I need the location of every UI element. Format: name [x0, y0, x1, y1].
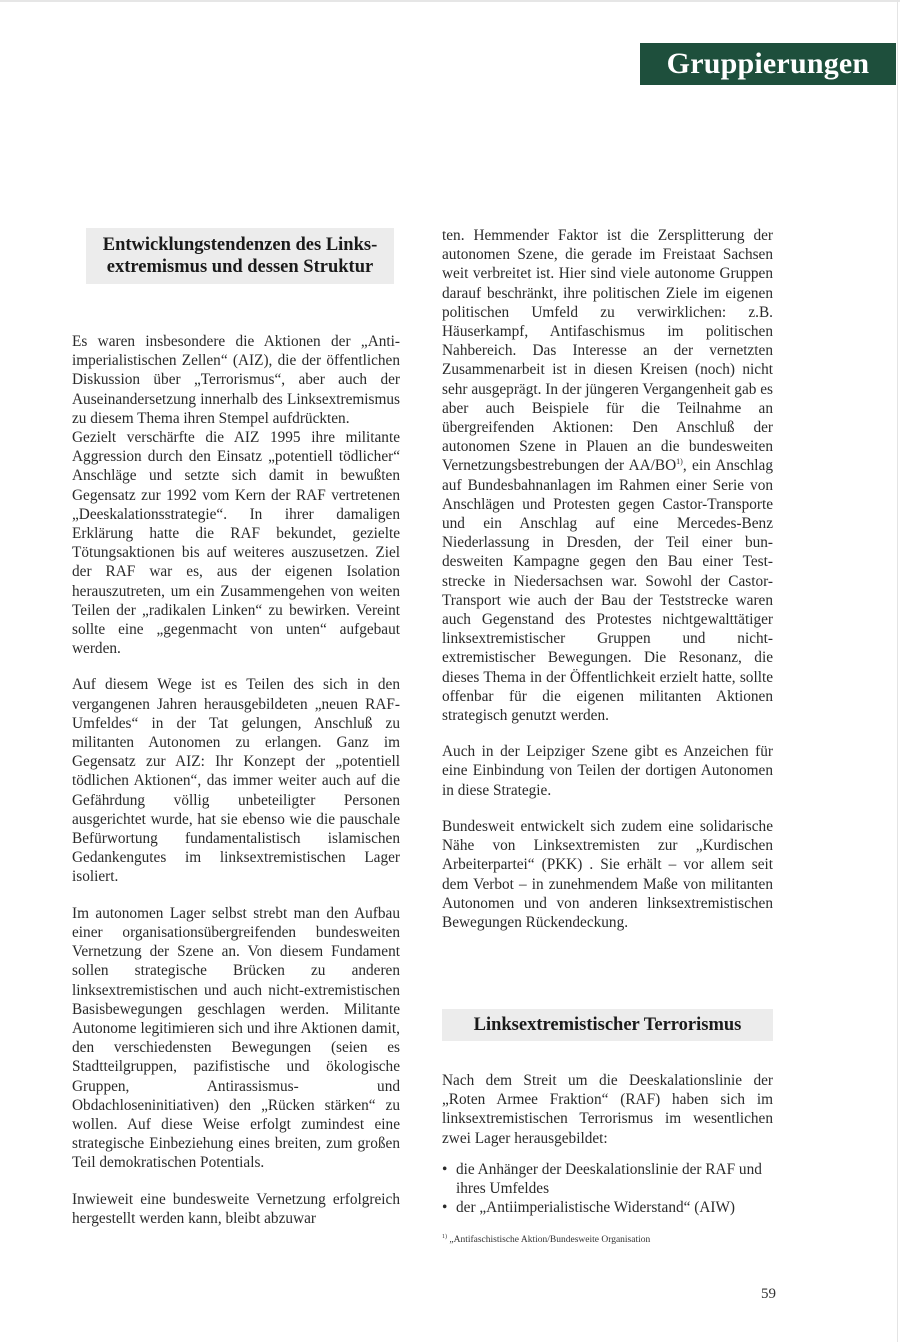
footnote-text: „Antifaschistische Aktion/Bundesweite Organisation	[449, 1235, 651, 1246]
top-border-line	[0, 0, 900, 2]
paragraph-zersplitterung	[442, 226, 773, 725]
left-column	[72, 226, 400, 1228]
paragraph-deeskalationslinie: Nach dem Streit um die Deeskalationslinie der „Roten Armee Fraktion“ (RAF) haben sich im linksextremistischen Terrorismus im wesentlichen zwei Lager herausgebildet:	[442, 1072, 773, 1147]
list-item-text: der „Antiimperialistische Widerstand“ (AIW)	[456, 1199, 736, 1217]
section-banner: Gruppierungen	[640, 43, 896, 85]
bullet-icon: •	[442, 1160, 448, 1178]
list-item-text: die Anhänger der Deeskalationslinie der RAF und ihres Umfeldes	[456, 1160, 762, 1198]
bullet-icon: •	[442, 1199, 448, 1217]
bullet-list	[442, 1160, 773, 1218]
paragraph-aiz-aktionen: Es waren insbesondere die Aktionen der „Antiimperialistischen Zellen“ (AIZ), die der öffentlichen Diskussion über „Terrorismus“, aber auch der Auseinandersetzung innerhalb des Linksextremismus zu diesem Thema ihren Stempel aufdrückten.	[72, 333, 400, 427]
paragraph-zersplitterung-part1: ten. Hemmender Faktor ist die Zersplitterung der autonomen Szene, die gerade im Freistaat Sachsen weit verbreitet ist. Hier sind viele autonome Gruppen darauf beschränkt, ihre politischen Ziele im eigenen politischen Umfeld zu verwirklichen: z.B. Häuserkampf, Antifaschismus im politischen Nahbereich. Das Interesse an der vernetzten Zusammenarbeit ist in diesen Kreisen (noch) nicht sehr ausgeprägt. In der jüngeren Vergangenheit gab es aber auch Beispiele für die Teilnahme an übergreifenden Aktionen: Den Anschluß der autonomen Szene in Plauen an die bundesweiten Vernetzungsbestrebungen der AA/BO	[442, 227, 773, 475]
list-item	[442, 1160, 773, 1198]
footnote	[442, 1234, 773, 1246]
paragraph-leipziger-szene: Auch in der Leipziger Szene gibt es Anzeichen für eine Einbindung von Teilen der dortigen Autonomen in diese Strategie.	[442, 743, 773, 799]
paragraph-pkk: Bundesweit entwickelt sich zudem eine solidarische Nähe von Linksextremisten zur „Kurdischen Arbeiterpartei“ (PKK) . Sie erhält – vor allem seit dem Verbot – in zunehmendem Maße von militanten Autonomen und von anderen linksextremistischen Bewegungen Rückendeckung.	[442, 817, 773, 931]
section-heading-terrorismus: Linksextremistischer Terrorismus	[442, 1009, 773, 1041]
section-heading-development	[86, 228, 394, 284]
paragraph-zersplitterung-part2: , ein Anschlag auf Bundesbahnanlagen im Rahmen einer Serie von Anschlägen und Protesten gegen Castor-Transporte und ein Anschlag auf eine Mercedes-Benz Niederlassung in Dresden, der Teil einer bundesweiten Kampagne gegen den Bau einer Teststrecke in Niedersachsen war. Sowohl der Castor-Transport wie auch der Bau der Teststrecke waren auch Gegenstand des Protestes nichtgewalttätiger linksextremistischer Gruppen und nicht-extremistischer Bewegungen. Die Resonanz, die dieses Thema in der Öffentlichkeit erzielt hatte, sollte offenbar für die eigenen militanten Aktionen strategisch genutzt werden.	[442, 457, 773, 725]
footnote-reference: 1)	[676, 457, 683, 467]
paragraph-aiz-1995: Gezielt verschärfte die AIZ 1995 ihre militante Aggression durch den Einsatz „potentiell tödlicher“ Anschläge und setzte sich damit in bewußten Gegensatz zur 1992 vom Kern der RAF vertretenen „Deeskalationsstrategie“. In ihrer damaligen Erklärung hatte die RAF bekundet, gezielte Tötungsaktionen bis auf weiteres auszusetzen. Ziel der RAF war es, aus der eigenen Isolation herauszutreten, um ein Zusammengehen von weiten Teilen der „radikalen Linken“ zu bewirken. Vereint sollte eine „gegenmacht von unten“ aufgebaut werden.	[72, 429, 400, 658]
right-column	[442, 226, 773, 932]
paragraph-autonomes-lager: Im autonomen Lager selbst strebt man den Aufbau einer organisationsübergreifenden bundesweiten Vernetzung der Szene an. Von diesem Fundament sollen strategische Brücken zu anderen linksextremistischen und auch nicht-extremistischen Basisbewegungen geschlagen werden. Militante Autonome legitimieren sich und ihre Aktionen damit, den verschiedensten Bewegungen (seien es Stadtteilgruppen, pazifistische und ökologische Gruppen, Antirassismus- und Obdachloseninitiativen) den „Rücken stärken“ zu wollen. Auf diese Weise erfolgt zumindest eine strategische Einbeziehung eines breiten, zum großen Teil demokratischen Potentials.	[72, 904, 400, 1172]
right-column-lower	[442, 1009, 773, 1246]
heading-line-2: extremismus und dessen Struktur	[106, 257, 374, 277]
paragraph-vernetzung: Inwieweit eine bundesweite Vernetzung erfolgreich hergestellt werden kann, bleibt abzuwar	[72, 1190, 400, 1227]
paragraph-raf-umfeld: Auf diesem Wege ist es Teilen des sich in den vergangenen Jahren herausgebildeten „neuen RAF-Umfeldes“ in der Tat gelungen, Anschluß zu militanten Autonomen zu erlangen. Ganz im Gegensatz zur AIZ: Ihr Konzept der „potentiell tödlichen Aktionen“, das immer weiter auch auf die Gefährdung völlig unbeteiligter Personen ausgerichtet wurde, hat sie ebenso wie die pauschale Befürwortung fundamentalistisch islamischen Gedankengutes im linksextremistischen Lager isoliert.	[72, 676, 400, 886]
list-item	[442, 1198, 773, 1217]
heading-line-1: Entwicklungstendenzen des Links-	[102, 235, 378, 255]
footnote-mark: 1)	[442, 1234, 447, 1241]
page-number: 59	[761, 1286, 776, 1302]
right-border-line	[897, 0, 898, 1342]
